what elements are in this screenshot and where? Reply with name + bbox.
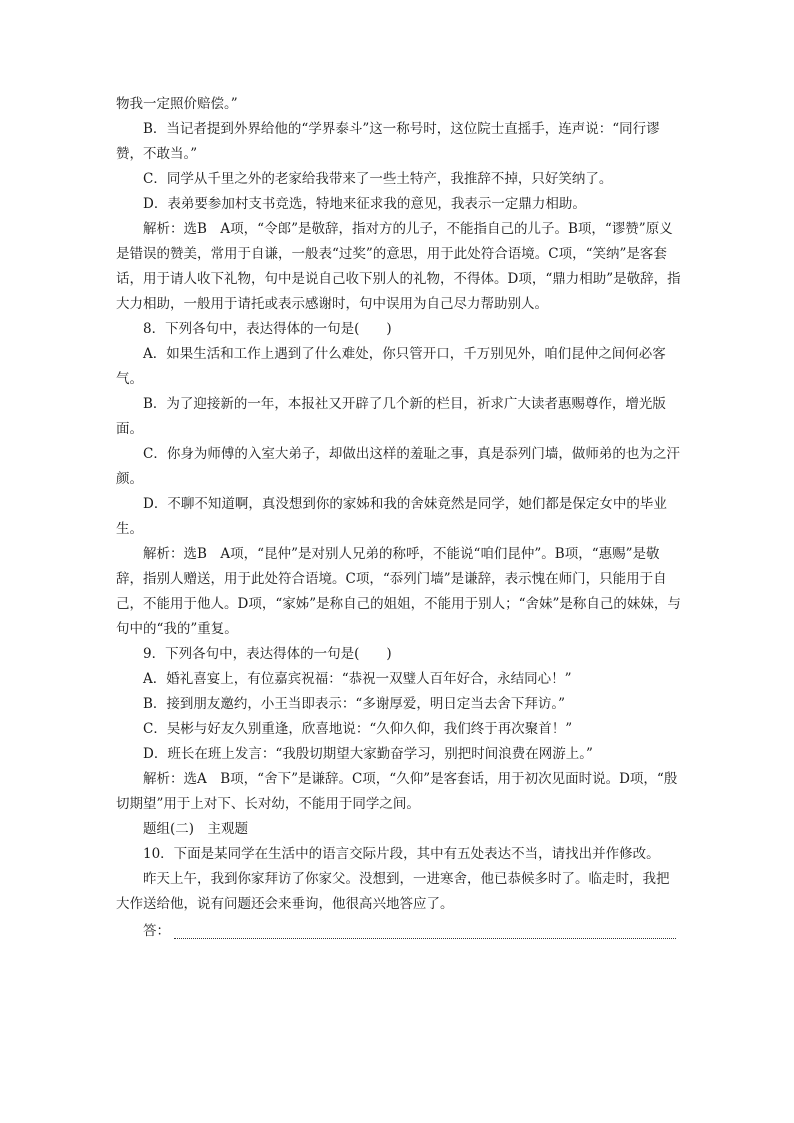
page-content [116,92,682,939]
option-c: C．同学从千里之外的老家给我带来了一些土特产，我推辞不掉，只好笑纳了。 [143,171,613,187]
answer-row [116,919,682,939]
analysis-7: 解析：选B A项，“令郎”是敬辞，指对方的儿子，不能指自己的儿子。B项，“谬赞”原义是错误的赞美，常用于自谦，一般表“过奖”的意思，用于此处符合语境。C项，“笑纳”是客套话，用于请人收下礼物，句中是说自己收下别人的礼物，不得体。D项，“鼎力相助”是敬辞，指大力相助，一般用于请托或表示感谢时，句中误用为自己尽力帮助别人。 [116,221,681,312]
q8-option-b: B．为了迎接新的一年，本报社又开辟了几个新的栏目，祈求广大读者惠赐尊作，增光版面。 [116,396,666,437]
q9-option-d: D．班长在班上发言：“我殷切期望大家勤奋学习，别把时间浪费在网游上。” [143,746,593,762]
analysis-9: 解析：选A B项，“舍下”是谦辞。C项，“久仰”是客套话，用于初次见面时说。D项，“殷切期望”用于上对下、长对幼，不能用于同学之间。 [116,771,678,812]
question-10: 10．下面是某同学在生活中的语言交际片段，其中有五处表达不当，请找出并作修改。 [143,846,660,862]
section-heading: 题组(二) 主观题 [143,821,249,837]
answer-blank-line[interactable] [174,924,676,939]
q9-option-a: A．婚礼喜宴上，有位嘉宾祝福：“恭祝一双璧人百年好合，永结同心！” [143,671,572,687]
option-b: B．当记者提到外界给他的“学界泰斗”这一称号时，这位院士直摇手，连声说：“同行谬赞，不敢当。” [116,121,660,162]
analysis-8: 解析：选B A项，“昆仲”是对别人兄弟的称呼，不能说“咱们昆仲”。B项，“惠赐”是敬辞，指别人赠送，用于此处符合语境。C项，“忝列门墙”是谦辞，表示愧在师门，只能用于自己，不能用于他人。D项，“家姊”是称自己的姐姐，不能用于别人；“舍妹”是称自己的妹妹，与句中的“我的”重复。 [116,546,681,637]
q9-option-b: B．接到朋友邀约，小王当即表示：“多谢厚爱，明日定当去舍下拜访。” [143,696,565,712]
q8-option-a: A．如果生活和工作上遇到了什么难处，你只管开口，千万别见外，咱们昆仲之间何必客气。 [116,346,666,387]
question-9: 9．下列各句中，表达得体的一句是( ) [143,646,392,662]
q9-option-c: C．吴彬与好友久别重逢，欣喜地说：“久仰久仰，我们终于再次聚首！” [143,721,573,737]
q8-option-d: D．不聊不知道啊，真没想到你的家姊和我的舍妹竟然是同学，她们都是保定女中的毕业生。 [116,496,667,537]
answer-label: 答： [143,923,170,939]
option-d: D．表弟要参加村支书竞选，特地来征求我的意见，我表示一定鼎力相助。 [143,196,586,212]
question-8: 8．下列各句中，表达得体的一句是( ) [143,321,392,337]
q8-option-c: C．你身为师傅的入室大弟子，却做出这样的羞耻之事，真是忝列门墙，做师弟的也为之汗颜。 [116,446,680,487]
q10-passage: 昨天上午，我到你家拜访了你家父。没想到，一进寒舍，他已恭候多时了。临走时，我把大作送给他，说有问题还会来垂询，他很高兴地答应了。 [116,871,670,912]
text-line: 物我一定照价赔偿。” [116,96,238,112]
